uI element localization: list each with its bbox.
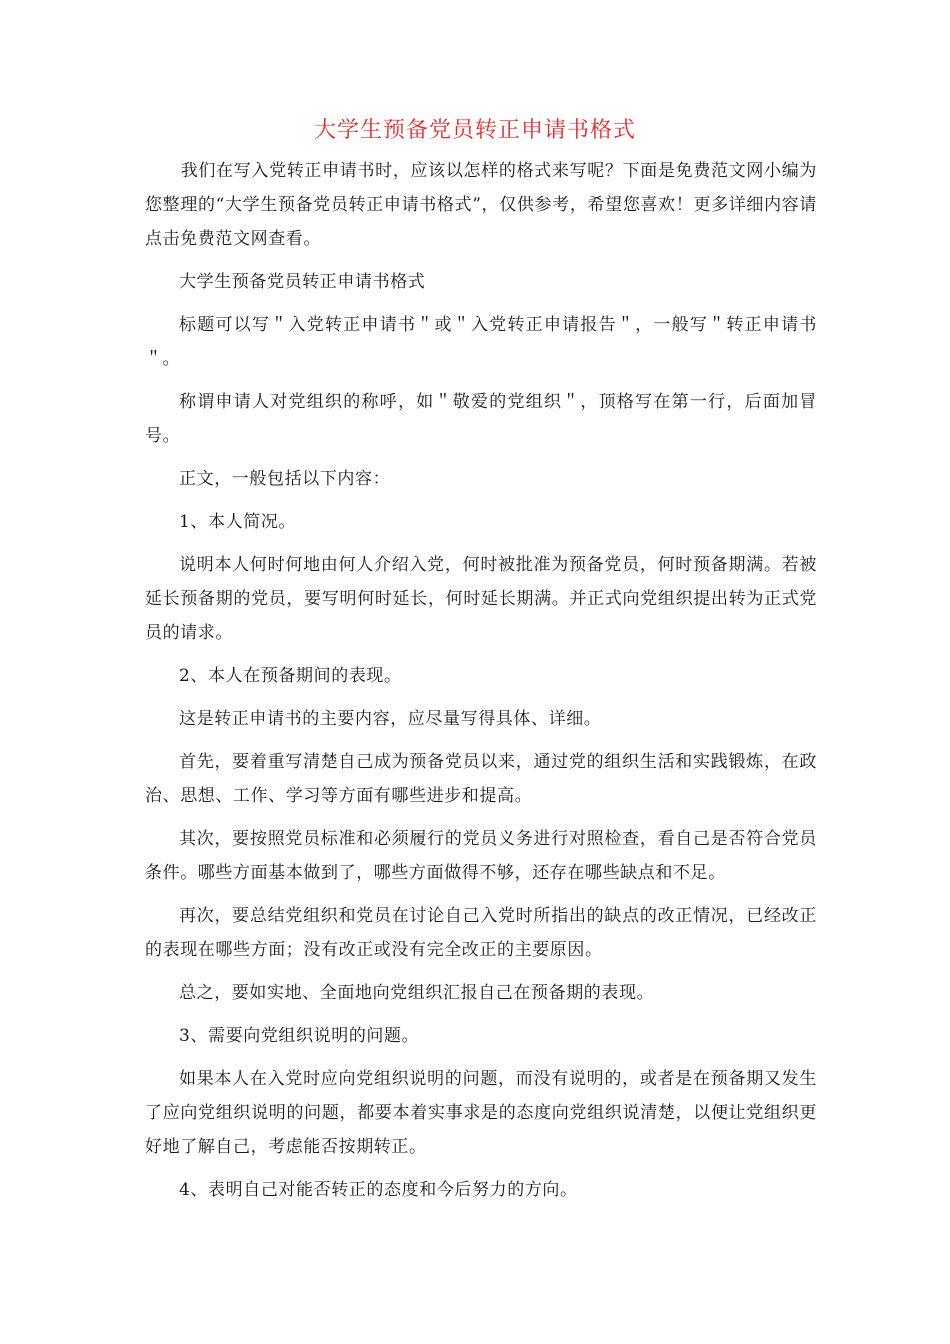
document-title: 大学生预备党员转正申请书格式 [313,118,636,143]
body-paragraph: 这是转正申请书的主要内容，应尽量写得具体、详细。 [179,709,602,729]
body-paragraph: 标题可以写＂入党转正申请书＂或＂入党转正申请报告＂，一般写＂转正申请书＂。 [145,315,817,369]
body-paragraph: 如果本人在入党时应向党组织说明的问题，而没有说明的，或者是在预备期又发生了应向党组织说明的问题，都要本着实事求是的态度向党组织说清楚，以便让党组织更好地了解自己，考虑能否按期转正。 [145,1069,817,1157]
body-paragraph: 说明本人何时何地由何人介绍入党，何时被批准为预备党员，何时预备期满。若被延长预备期的党员，要写明何时延长，何时延长期满。并正式向党组织提出转为正式党员的请求。 [145,555,817,643]
section-heading: 大学生预备党员转正申请书格式 [179,272,426,292]
list-item-heading: 4、表明自己对能否转正的态度和今后努力的方向。 [179,1180,578,1200]
list-item-heading: 2、本人在预备期间的表现。 [179,666,402,686]
document-body [145,154,817,1216]
body-paragraph: 其次，要按照党员标准和必须履行的党员义务进行对照检查，看自己是否符合党员条件。哪些方面基本做到了，哪些方面做得不够，还存在哪些缺点和不足。 [145,829,817,883]
list-item-heading: 1、本人简况。 [179,512,297,532]
body-paragraph: 首先，要着重写清楚自己成为预备党员以来，通过党的组织生活和实践锻炼，在政治、思想、工作、学习等方面有哪些进步和提高。 [145,752,817,806]
intro-paragraph: 我们在写入党转正申请书时，应该以怎样的格式来写呢？下面是免费范文网小编为您整理的“大学生预备党员转正申请书格式”，仅供参考，希望您喜欢！更多详细内容请点击免费范文网查看。 [145,161,817,249]
body-paragraph: 再次，要总结党组织和党员在讨论自己入党时所指出的缺点的改正情况，已经改正的表现在哪些方面；没有改正或没有完全改正的主要原因。 [145,906,817,960]
body-paragraph: 总之，要如实地、全面地向党组织汇报自己在预备期的表现。 [179,983,655,1003]
list-item-heading: 3、需要向党组织说明的问题。 [179,1026,420,1046]
body-paragraph: 正文，一般包括以下内容： [179,469,391,489]
body-paragraph: 称谓申请人对党组织的称呼，如＂敬爱的党组织＂，顶格写在第一行，后面加冒号。 [145,392,817,446]
